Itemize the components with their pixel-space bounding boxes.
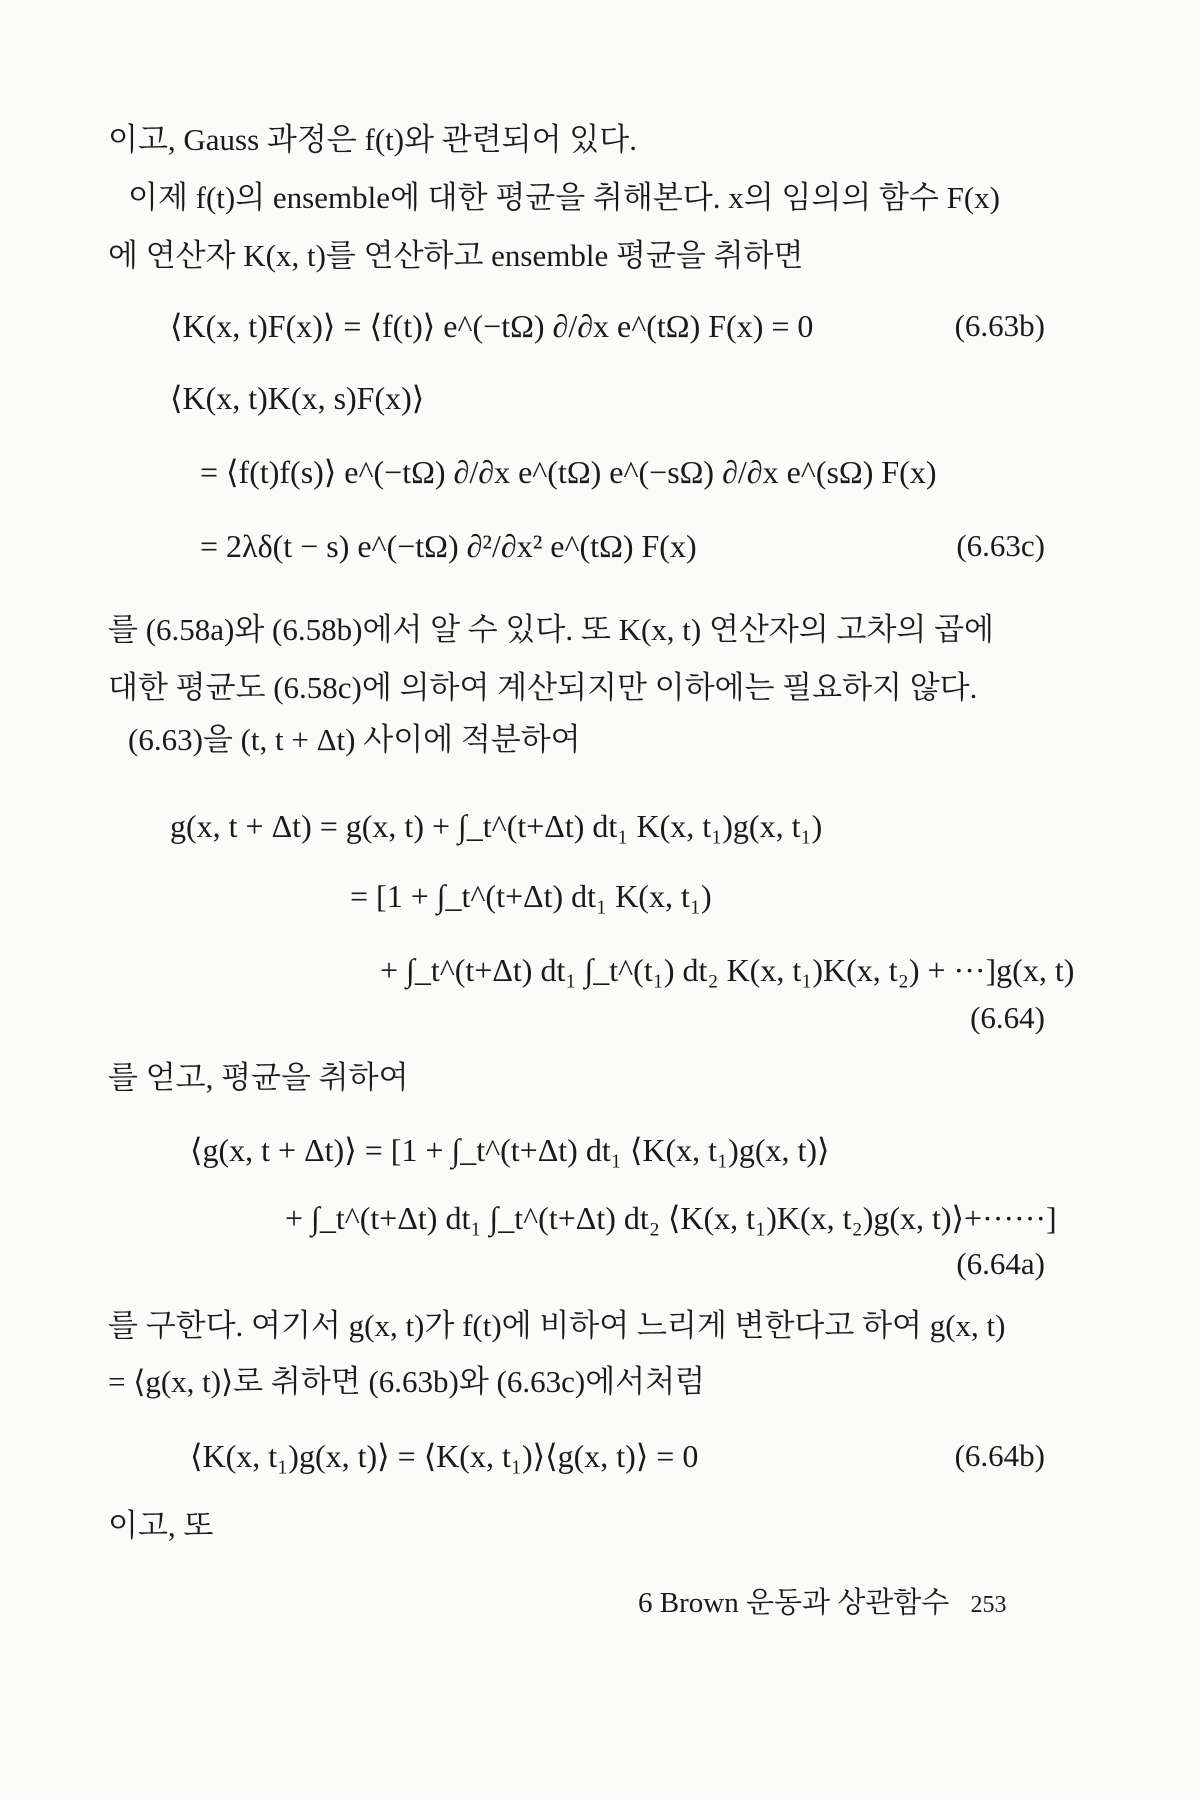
equation-6-64a-line: ⟨g(x, t + Δt)⟩ = [1 + ∫_t^(t+Δt) dt₁ ⟨K(x, t₁)g(x, t)⟩	[190, 1132, 830, 1168]
paragraph-line: = ⟨g(x, t)⟩로 취하면 (6.63b)와 (6.63c)에서처럼	[108, 1364, 705, 1399]
paragraph-line: 이고, 또	[108, 1508, 214, 1543]
paragraph-line: 대한 평균도 (6.58c)에 의하여 계산되지만 이하에는 필요하지 않다.	[108, 670, 978, 705]
equation-6-64-line: = [1 + ∫_t^(t+Δt) dt₁ K(x, t₁)	[350, 878, 712, 914]
equation-6-64-line: + ∫_t^(t+Δt) dt₁ ∫_t^(t₁) dt₂ K(x, t₁)K(x, t₂) + ···]g(x, t)	[380, 952, 1075, 988]
running-head: 6 Brown 운동과 상관함수	[638, 1587, 950, 1619]
page-number: 253	[970, 1592, 1007, 1618]
paragraph-line: 를 얻고, 평균을 취하여	[108, 1060, 409, 1095]
equation-6-63c-line: ⟨K(x, t)K(x, s)F(x)⟩	[170, 380, 425, 416]
equation-6-64a-line: + ∫_t^(t+Δt) dt₁ ∫_t^(t+Δt) dt₂ ⟨K(x, t₁)K(x, t₂)g(x, t)⟩+······]	[285, 1200, 1057, 1236]
equation-6-63c-line: = ⟨f(t)f(s)⟩ e^(−tΩ) ∂/∂x e^(tΩ) e^(−sΩ) ∂/∂x e^(sΩ) F(x)	[200, 454, 937, 490]
equation-6-63c-line: = 2λδ(t − s) e^(−tΩ) ∂²/∂x² e^(tΩ) F(x)	[200, 528, 697, 564]
paragraph-line: 에 연산자 K(x, t)를 연산하고 ensemble 평균을 취하면	[108, 238, 804, 273]
equation-number: (6.64b)	[954, 1438, 1045, 1473]
page-footer	[638, 1580, 1007, 1621]
equation-6-64b: ⟨K(x, t₁)g(x, t)⟩ = ⟨K(x, t₁)⟩⟨g(x, t)⟩ = 0	[190, 1438, 699, 1474]
paragraph-line: 를 구한다. 여기서 g(x, t)가 f(t)에 비하여 느리게 변한다고 하여 g(x, t)	[108, 1308, 1006, 1343]
equation-number: (6.64)	[970, 1000, 1045, 1035]
paragraph-line: 이제 f(t)의 ensemble에 대한 평균을 취해본다. x의 임의의 함수 F(x)	[128, 180, 1001, 215]
equation-number: (6.64a)	[956, 1246, 1045, 1281]
paragraph-line: 를 (6.58a)와 (6.58b)에서 알 수 있다. 또 K(x, t) 연산자의 고차의 곱에	[108, 612, 994, 647]
paragraph-line: 이고, Gauss 과정은 f(t)와 관련되어 있다.	[108, 122, 637, 157]
equation-number: (6.63b)	[954, 308, 1045, 343]
equation-number: (6.63c)	[956, 528, 1045, 563]
equation-6-64-line: g(x, t + Δt) = g(x, t) + ∫_t^(t+Δt) dt₁ K(x, t₁)g(x, t₁)	[170, 808, 823, 844]
equation-6-63b: ⟨K(x, t)F(x)⟩ = ⟨f(t)⟩ e^(−tΩ) ∂/∂x e^(tΩ) F(x) = 0	[170, 308, 814, 344]
paragraph-line: (6.63)을 (t, t + Δt) 사이에 적분하여	[128, 722, 581, 757]
